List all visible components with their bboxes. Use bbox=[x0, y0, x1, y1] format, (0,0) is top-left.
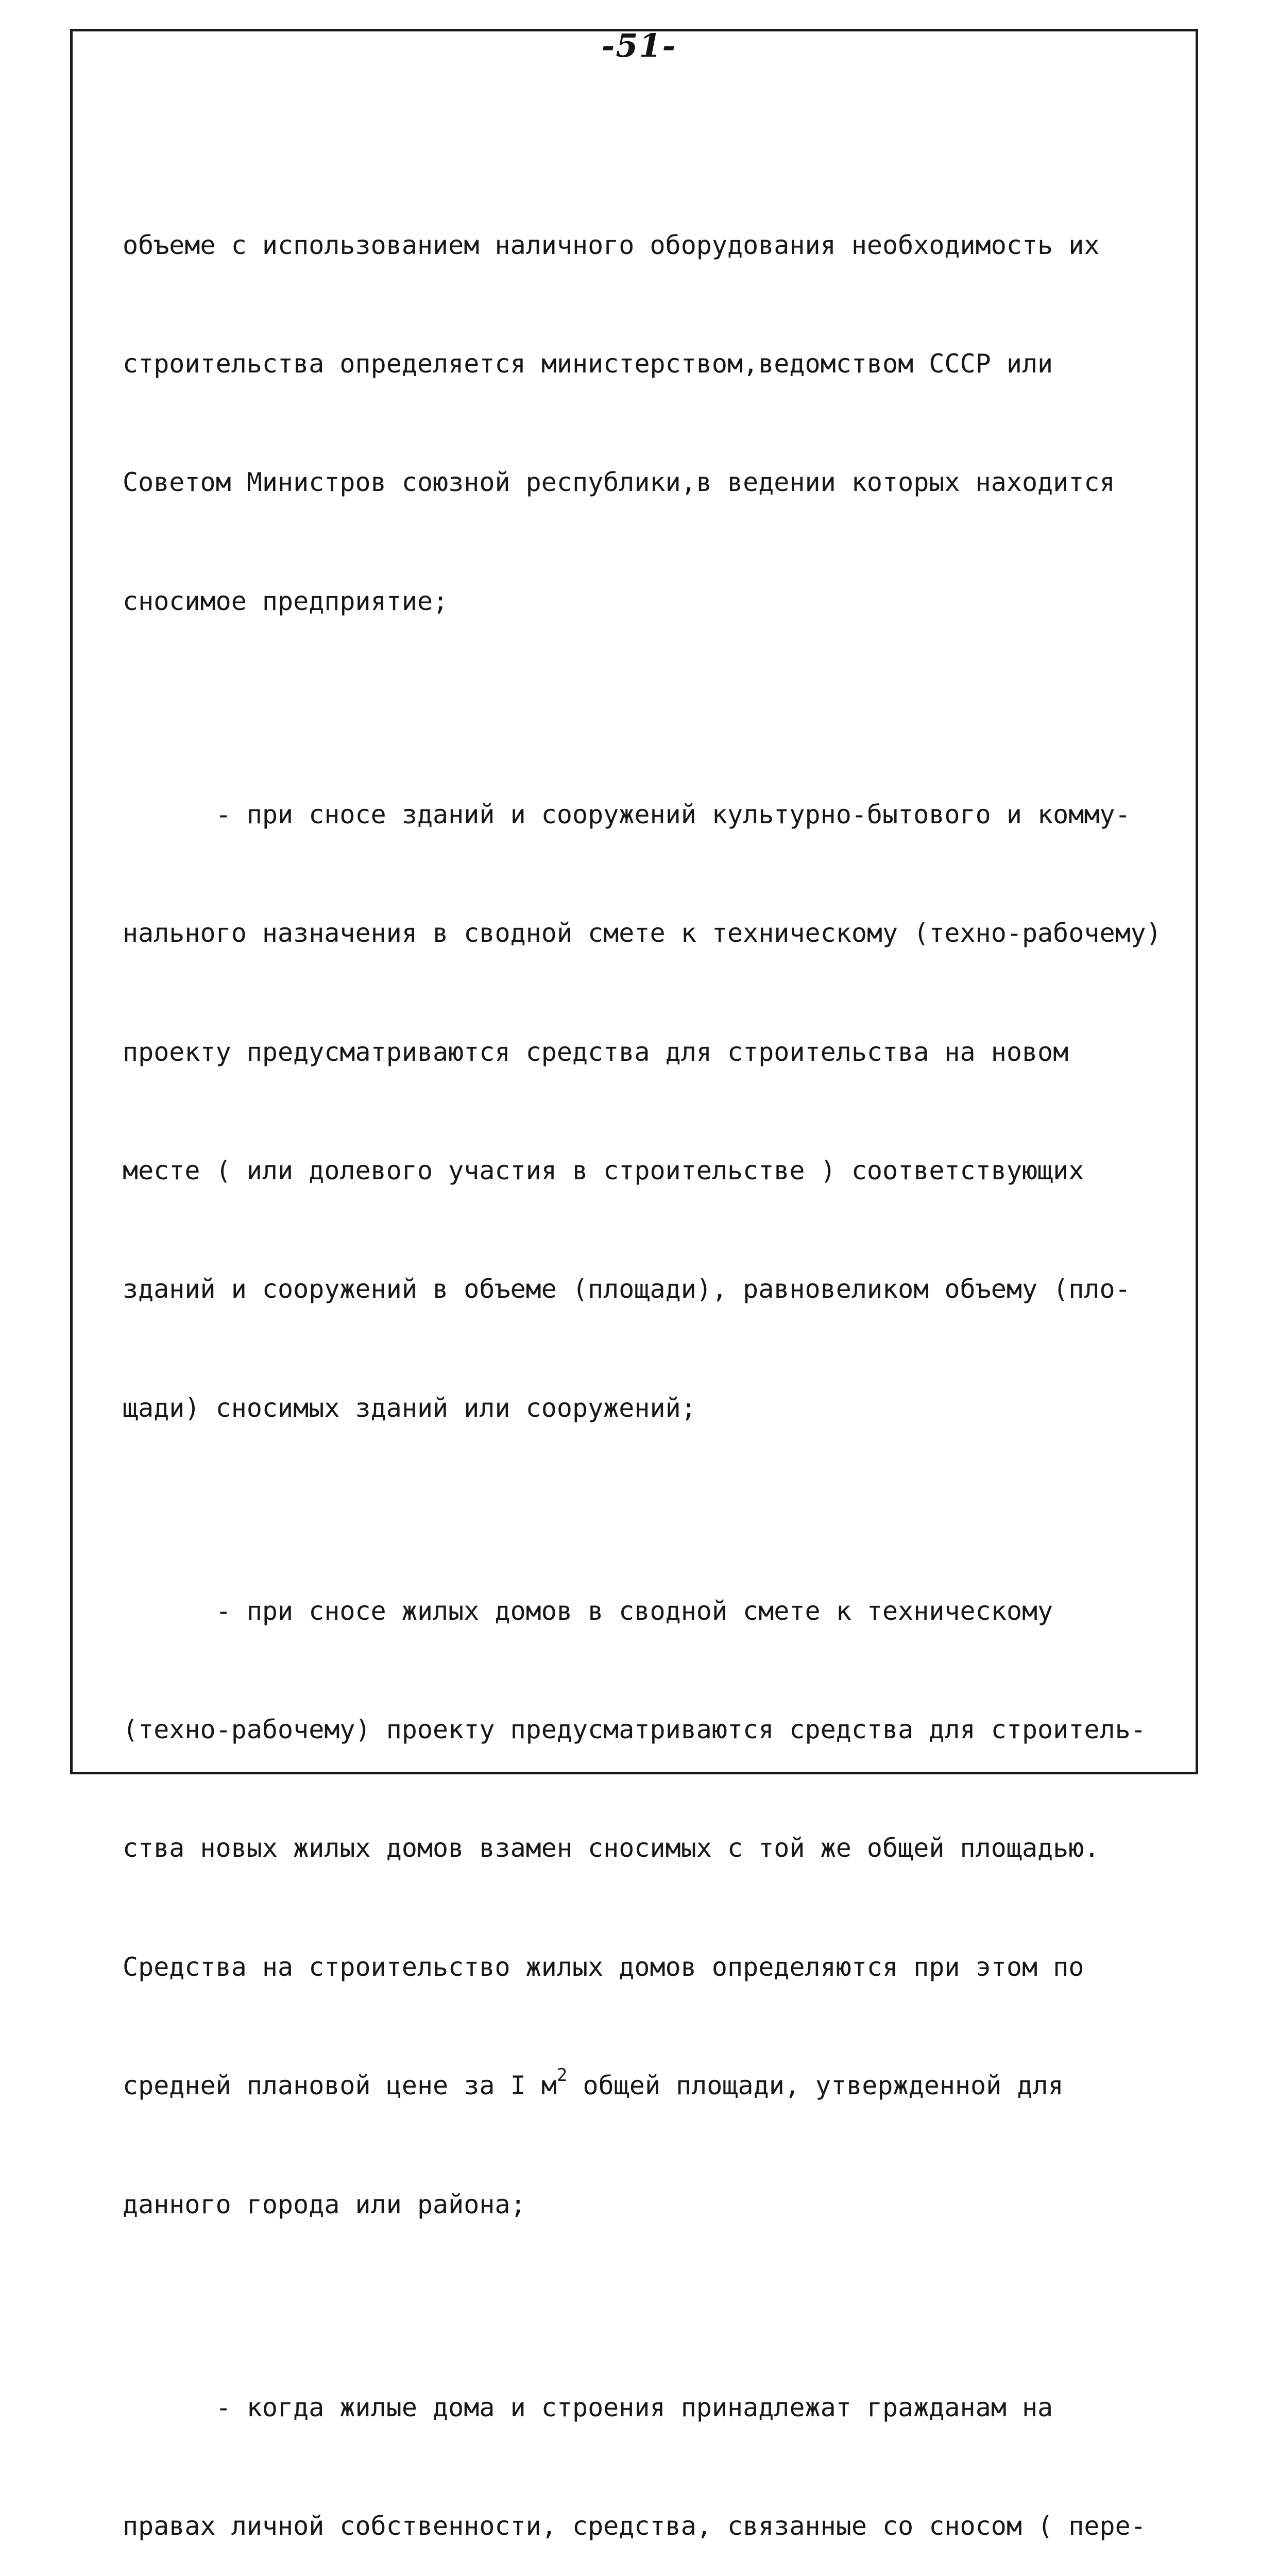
text-line: сносимое предприятие; bbox=[123, 586, 449, 616]
text-line: - при сносе зданий и сооружений культурно-бытового и комму- bbox=[123, 799, 1131, 829]
paragraph-2 bbox=[123, 716, 1173, 1507]
text-line: месте ( или долевого участия в строительстве ) соответствующих bbox=[123, 1155, 1084, 1185]
text-line: - когда жилые дома и строения принадлежат гражданам на bbox=[123, 2392, 1053, 2422]
document-body bbox=[123, 146, 1173, 2576]
text-fragment: средней плановой цене за I м bbox=[123, 2071, 557, 2101]
text-line: зданий и сооружений в объеме (площади), равновеликом объему (пло- bbox=[123, 1274, 1131, 1304]
text-line-with-superscript bbox=[123, 2066, 1173, 2106]
text-line: правах личной собственности, средства, связанные со сносом ( пере- bbox=[123, 2511, 1146, 2541]
text-line: - при сносе жилых домов в сводной смете к техническому bbox=[123, 1596, 1053, 1626]
text-fragment: общей площади, утвержденной для bbox=[567, 2071, 1064, 2101]
text-line: ства новых жилых домов взамен сносимых с той же общей площадью. bbox=[123, 1833, 1100, 1863]
paragraph-4 bbox=[123, 2309, 1173, 2576]
text-line: нального назначения в сводной смете к техническому (техно-рабочему) bbox=[123, 918, 1162, 948]
text-line: Средства на строительство жилых домов определяются при этом по bbox=[123, 1952, 1084, 1982]
text-line: щади) сносимых зданий или сооружений; bbox=[123, 1393, 696, 1423]
text-line: объеме с использованием наличного оборудования необходимость их bbox=[123, 230, 1100, 260]
superscript: 2 bbox=[556, 2065, 568, 2086]
paragraph-1 bbox=[123, 146, 1173, 700]
text-line: данного города или района; bbox=[123, 2189, 526, 2219]
page-number: -51- bbox=[601, 27, 677, 64]
text-line: проекту предусматриваются средства для строительства на новом bbox=[123, 1037, 1069, 1067]
text-line: (техно-рабочему) проекту предусматриваются средства для строитель- bbox=[123, 1715, 1146, 1745]
text-line: Советом Министров союзной республики,в ведении которых находится bbox=[123, 467, 1115, 498]
text-line: строительства определяется министерством,ведомством СССР или bbox=[123, 348, 1053, 379]
paragraph-3 bbox=[123, 1512, 1173, 2303]
